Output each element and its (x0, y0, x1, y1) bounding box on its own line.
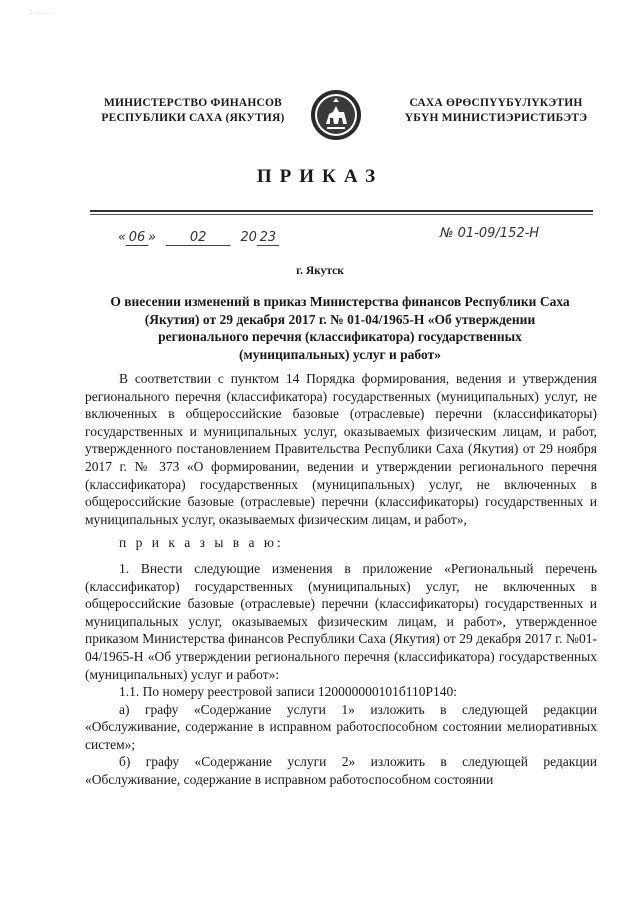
item-1-1-a-paragraph: а) графу «Содержание услуги 1» изложить в следующей редакции «Обслуживание, содержание в исправном работоспособном состоянии мелиоративных систем»; (85, 701, 597, 752)
date-day: 06 (126, 230, 148, 246)
order-number: № 01-09/152-Н (440, 226, 540, 241)
item-1-paragraph: 1. Внести следующие изменения в приложение «Региональный перечень (классификатор) государственных (муниципальных) услуг, не включенных в общероссийские базовые (отраслевые) перечни (классификаторы) государственных и муниципальных услуг, оказываемых физическим лицам, и работ», утвержденное приказом Министерства финансов Республики Саха (Якутия) от 29 декабря 2017 г. №01-04/1965-Н «Об утверждении регионального перечня (классификатора) государственных (муниципальных) услуг и работ»: (85, 560, 597, 682)
ministry-name-ru: МИНИСТЕРСТВО ФИНАНСОВ РЕСПУБЛИКИ САХА (ЯКУТИЯ) (101, 97, 285, 124)
order-subject: О внесении изменений в приказ Министерства финансов Республики Саха (Якутия) от 29 декабря 2017 г. № 01-04/1965-Н «Об утверждении регионального перечня (классификатора) государственных (муниципальных) услуг и работ» (110, 294, 570, 362)
date-year-suffix: 23 (257, 230, 279, 246)
date-month: 02 (166, 230, 230, 246)
scan-mark: ·· ·· ·· (30, 10, 52, 18)
item-1-1-paragraph: 1.1. По номеру реестровой записи 120000000101б110Р140: (119, 684, 458, 700)
date-year-prefix: 20 (240, 230, 257, 245)
order-body (85, 370, 597, 789)
preamble-paragraph: В соответствии с пунктом 14 Порядка формирования, ведения и утверждения регионального перечня (классификатора) государственных (муниципальных) услуг, не включенных в общероссийские базовые (отраслевые) перечни (классификаторы) государственных и муниципальных услуг, оказываемых физическим лицам, и работ, утвержденного постановлением Правительства Республики Саха (Якутия) от 29 ноября 2017 г. № 373 «О формировании, ведении и утверждении регионального перечня (классификатора) государственных (муниципальных) услуг, не включенных в общероссийские базовые (отраслевые) перечни (классификаторы) государственных и муниципальных услуг, оказываемых физическим лицам, и работ», (85, 371, 597, 527)
order-word: п р и к а з ы в а ю: (119, 535, 284, 551)
coat-of-arms-icon (309, 88, 363, 142)
document-title: ПРИКАЗ (256, 166, 384, 187)
ministry-name-sakha: САХА ӨРӨСПҮҮБҮЛҮКЭТИН ҮБҮН МИНИСТИЭРИСТИБЭТЭ (404, 97, 588, 124)
order-date: « 06 » 02 20 23 (118, 230, 279, 246)
item-1-1-b-paragraph: б) графу «Содержание услуги 2» изложить в следующей редакции «Обслуживание, содержание в исправном работоспособном состоянии (85, 754, 597, 788)
header-rule (90, 210, 593, 212)
header-rule-thin (90, 214, 593, 215)
city: г. Якутск (296, 265, 344, 277)
date-number-row (0, 224, 640, 254)
letterhead (0, 88, 640, 138)
